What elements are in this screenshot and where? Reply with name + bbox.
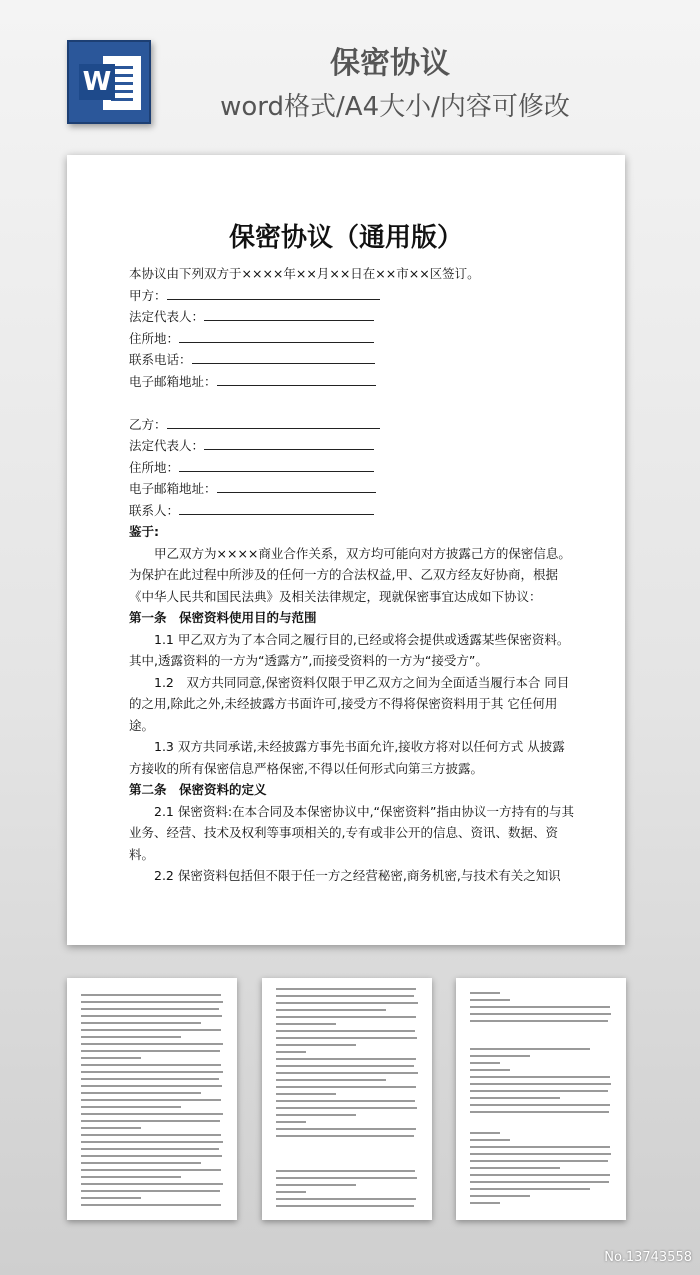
thumbnail-text-line (470, 1013, 611, 1015)
thumbnail-text-line (276, 1058, 416, 1060)
thumbnail-text-line (276, 1030, 415, 1032)
thumbnail-text-line (470, 1006, 610, 1008)
party-a-email-field: 电子邮箱地址： (129, 371, 574, 393)
thumbnail-text-line (81, 1050, 220, 1052)
thumbnail-text-line (276, 1009, 386, 1011)
thumbnail-text-line (81, 1127, 141, 1129)
thumbnail-text-line (470, 1055, 530, 1057)
thumbnail-text-line (81, 1106, 181, 1108)
thumbnail-text-line (470, 1181, 609, 1183)
document-body (129, 263, 574, 887)
thumbnail-text-line (470, 1111, 609, 1113)
thumbnail-text-line (81, 1176, 181, 1178)
party-a-legal-rep-field: 法定代表人： (129, 306, 574, 328)
thumbnail-text-line (276, 1170, 415, 1172)
thumbnail-text-line (276, 1072, 418, 1074)
article-2-heading: 第二条 保密资料的定义 (129, 782, 267, 797)
thumbnail-text-line (81, 1043, 223, 1045)
thumbnail-text-line (81, 1155, 222, 1157)
thumbnail-text-line (470, 1146, 610, 1148)
document-title: 保密协议（通用版） (228, 223, 463, 253)
thumbnail-text-line (81, 1092, 201, 1094)
word-letter-icon: W (79, 64, 115, 100)
page-thumbnail-2 (67, 978, 237, 1220)
article-2-clause-1: 2.1 保密资料:在本合同及本保密协议中,“保密资料”指由协议一方持有的与其业务、经营、技术及权利等事项相关的,专有或非公开的信息、资讯、数据、资料。 (129, 803, 574, 862)
thumbnail-text-line (81, 1085, 222, 1087)
thumbnail-text-line (276, 995, 414, 997)
thumbnail-text-line (470, 1020, 608, 1022)
thumbnail-text-line (276, 1205, 414, 1207)
thumbnail-text-line (81, 1162, 201, 1164)
party-a-name-field: 甲方： (129, 285, 574, 307)
page-thumbnail-3 (262, 978, 432, 1220)
thumbnail-text-line (276, 1184, 356, 1186)
thumbnail-text-line (470, 1104, 610, 1106)
thumbnail-text-line (81, 1015, 222, 1017)
thumbnail-text-line (470, 1167, 560, 1169)
thumbnail-text-line (276, 1023, 336, 1025)
thumbnail-text-line (276, 1135, 414, 1137)
thumbnail-text-line (81, 1071, 223, 1073)
thumbnail-text-line (470, 1090, 608, 1092)
thumbnail-text-line (276, 1037, 417, 1039)
thumbnail-text-line (81, 1134, 221, 1136)
thumbnail-text-line (81, 1148, 219, 1150)
document-page-preview (67, 155, 625, 945)
thumbnail-text-line (81, 1141, 223, 1143)
thumbnail-text-line (276, 1093, 336, 1095)
thumbnail-text-line (81, 1001, 223, 1003)
thumbnail-text-line (470, 1174, 610, 1176)
thumbnail-text-line (276, 1051, 306, 1053)
thumbnail-text-line (276, 1198, 416, 1200)
thumbnail-text-line (81, 1057, 141, 1059)
intro-line: 本协议由下列双方于××××年××月××日在××市××区签订。 (129, 266, 480, 281)
party-b-name-field: 乙方： (129, 414, 574, 436)
thumbnail-text-line (276, 1016, 416, 1018)
party-b-email-field: 电子邮箱地址： (129, 478, 574, 500)
thumbnail-text-line (470, 999, 510, 1001)
thumbnail-text-line (470, 1076, 610, 1078)
article-1-clause-1: 1.1 甲乙双方为了本合同之履行目的,已经或将会提供或透露某些保密资料。其中,透露资料的一方为“透露方”,而接受资料的一方为“接受方”。 (129, 631, 570, 668)
thumbnail-text-line (81, 1190, 220, 1192)
thumbnail-text-line (276, 1079, 386, 1081)
party-a-address-field: 住所地： (129, 328, 574, 350)
thumbnail-text-line (276, 1128, 416, 1130)
thumbnail-text-line (470, 1153, 611, 1155)
party-b-contact-field: 联系人： (129, 500, 574, 522)
thumbnail-text-line (81, 1064, 221, 1066)
thumbnail-text-line (470, 1048, 590, 1050)
thumbnail-text-line (81, 1197, 141, 1199)
thumbnail-text-line (81, 1120, 220, 1122)
whereas-label: 鉴于: (129, 524, 159, 539)
thumbnail-text-line (81, 1008, 219, 1010)
thumbnail-text-line (470, 992, 500, 994)
thumbnail-text-line (276, 1121, 306, 1123)
thumbnail-text-line (470, 1132, 500, 1134)
thumbnail-text-line (470, 1160, 608, 1162)
thumbnail-text-line (470, 1195, 530, 1197)
thumbnail-text-line (81, 1078, 219, 1080)
thumbnail-text-line (81, 1169, 221, 1171)
whereas-paragraph: 甲乙双方为××××商业合作关系，双方均可能向对方披露己方的保密信息。为保护在此过程中所涉及的任何一方的合法权益,甲、乙双方经友好协商，根据《中华人民共和国民法典》及相关法律规定，现就保密事宜达成如下协议： (129, 545, 571, 604)
thumbnail-text-line (276, 1065, 414, 1067)
word-document-icon (67, 40, 151, 124)
party-b-legal-rep-field: 法定代表人： (129, 435, 574, 457)
party-b-address-field: 住所地： (129, 457, 574, 479)
thumbnail-text-line (81, 994, 221, 996)
thumbnail-text-line (276, 1107, 417, 1109)
thumbnail-text-line (470, 1083, 611, 1085)
thumbnail-text-line (470, 1062, 500, 1064)
thumbnail-text-line (81, 1022, 201, 1024)
article-1-heading: 第一条 保密资料使用目的与范围 (129, 610, 317, 625)
thumbnail-text-line (276, 1086, 416, 1088)
thumbnail-text-line (276, 1191, 306, 1193)
thumbnail-text-line (276, 1100, 415, 1102)
image-id-label: No.13743558 (604, 1250, 692, 1265)
thumbnail-text-line (81, 1099, 221, 1101)
thumbnail-text-line (276, 988, 416, 990)
thumbnail-text-line (276, 1177, 417, 1179)
thumbnail-text-line (81, 1036, 181, 1038)
thumbnail-text-line (81, 1183, 223, 1185)
thumbnail-text-line (470, 1097, 560, 1099)
page-title: 保密协议 (330, 46, 450, 81)
thumbnail-text-line (470, 1139, 510, 1141)
party-a-phone-field: 联系电话： (129, 349, 574, 371)
page-subtitle: word格式/A4大小/内容可修改 (220, 92, 570, 122)
thumbnail-text-line (81, 1204, 221, 1206)
page-thumbnail-4 (456, 978, 626, 1220)
thumbnail-text-line (276, 1114, 356, 1116)
thumbnail-text-line (81, 1113, 223, 1115)
thumbnail-text-line (470, 1202, 500, 1204)
thumbnail-text-line (470, 1069, 510, 1071)
thumbnail-text-line (470, 1188, 590, 1190)
article-1-clause-3: 1.3 双方共同承诺,未经披露方事先书面允许,接收方将对以任何方式 从披露方接收的所有保密信息严格保密,不得以任何形式向第三方披露。 (129, 739, 565, 776)
thumbnail-text-line (276, 1044, 356, 1046)
thumbnail-text-line (81, 1029, 221, 1031)
article-1-clause-2: 1.2 双方共同同意,保密资料仅限于甲乙双方之间为全面适当履行本合 同目的之用,除此之外,未经披露方书面许可,接受方不得将保密资料用于其 它任何用途。 (129, 674, 570, 733)
article-2-clause-2: 2.2 保密资料包括但不限于任一方之经营秘密,商务机密,与技术有关之知识 (154, 868, 561, 883)
thumbnail-text-line (276, 1002, 418, 1004)
